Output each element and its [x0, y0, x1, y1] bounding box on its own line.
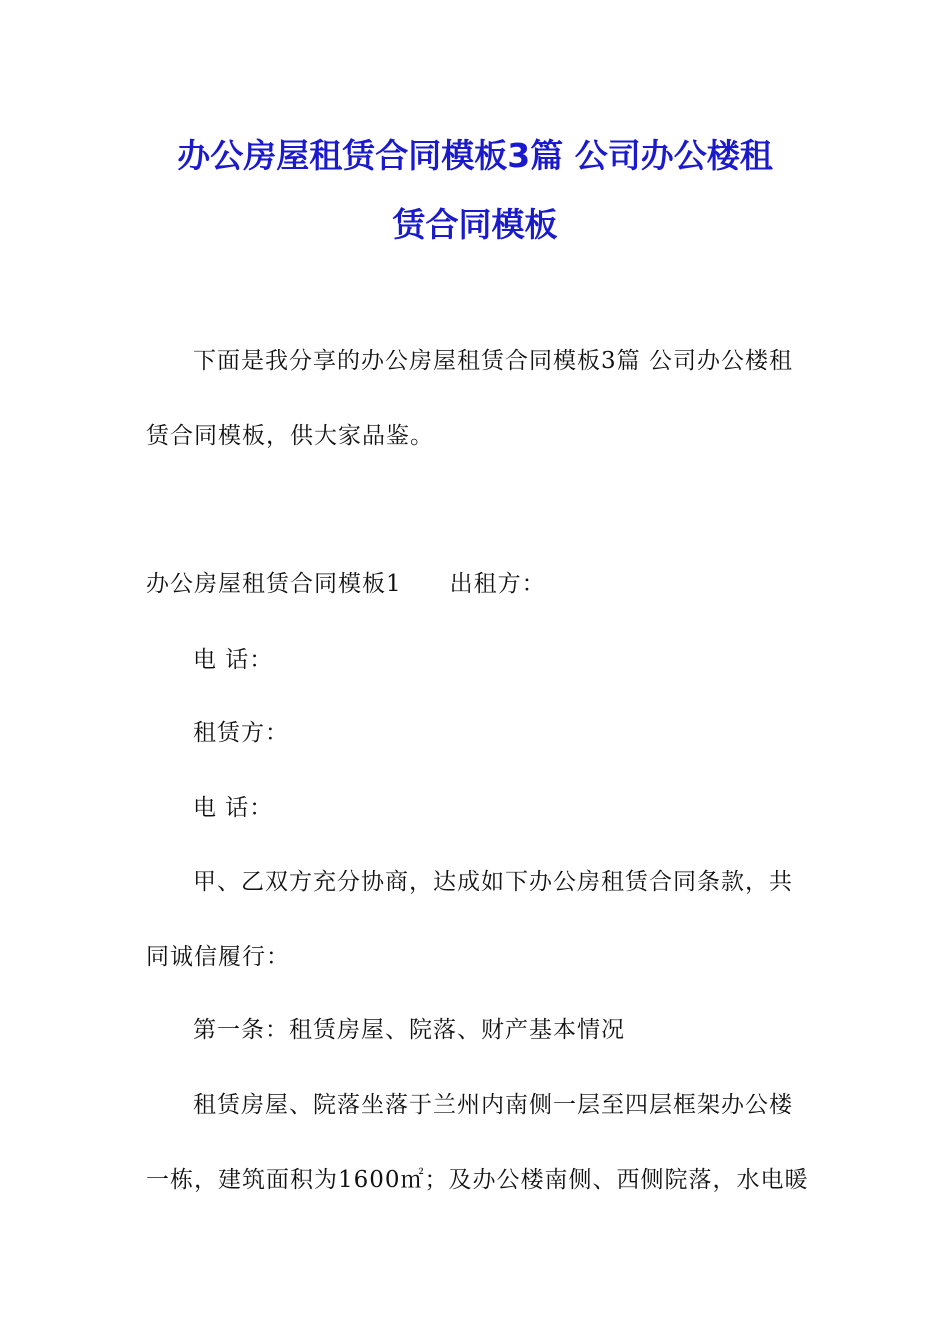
- lessor-label: 出租方：: [449, 571, 546, 597]
- phone-label-lessor: 电 话：: [193, 647, 274, 673]
- agreement-paragraph-line-2: 同诚信履行：: [146, 944, 290, 970]
- document-title-line-1: 办公房屋租赁合同模板3篇 公司办公楼租: [177, 136, 773, 175]
- section-heading-row: [146, 569, 546, 599]
- article-1-paragraph-line-1: 租赁房屋、院落坐落于兰州内南侧一层至四层框架办公楼: [193, 1092, 793, 1118]
- document-title-line-2: 赁合同模板: [392, 205, 558, 244]
- section-heading: 办公房屋租赁合同模板1: [146, 571, 402, 597]
- intro-paragraph-line-1: 下面是我分享的办公房屋租赁合同模板3篇 公司办公楼租: [193, 348, 793, 374]
- agreement-paragraph-line-1: 甲、乙双方充分协商，达成如下办公房租赁合同条款，共: [193, 869, 793, 895]
- phone-label-lessee: 电 话：: [193, 795, 274, 821]
- article-1-paragraph-line-2: 一栋，建筑面积为1600㎡；及办公楼南侧、西侧院落，水电暖: [146, 1167, 809, 1193]
- article-1-heading: 第一条：租赁房屋、院落、财产基本情况: [193, 1017, 625, 1043]
- intro-paragraph-line-2: 赁合同模板，供大家品鉴。: [146, 423, 434, 449]
- lessee-label: 租赁方：: [193, 720, 289, 746]
